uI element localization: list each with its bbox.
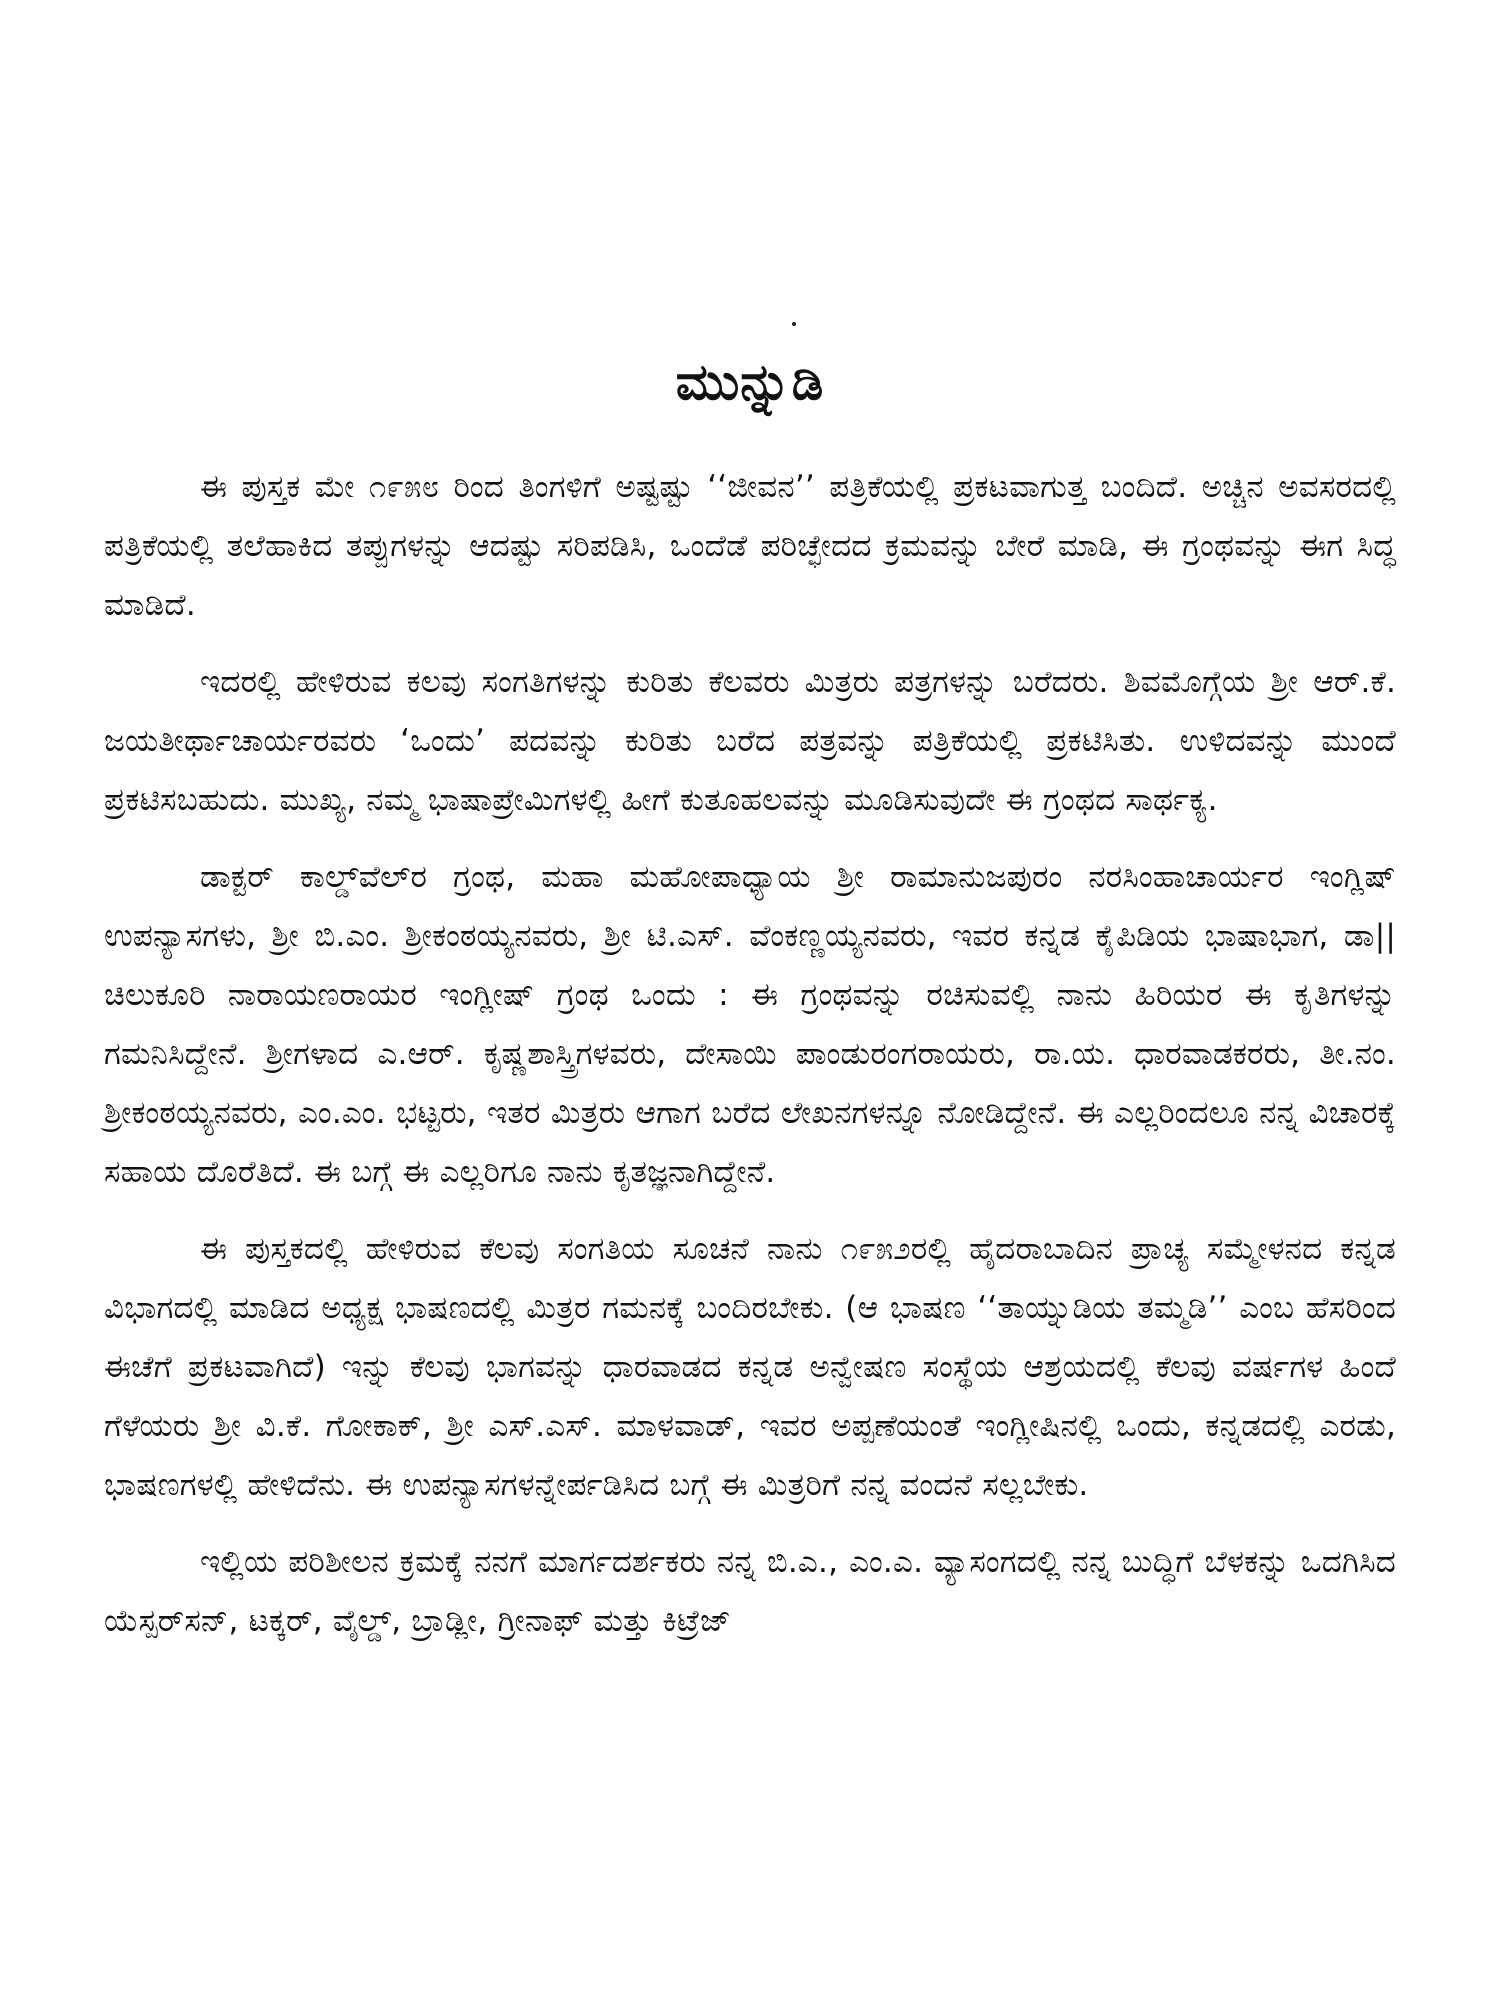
paragraph-3: ಡಾಕ್ಟರ್ ಕಾಲ್ಡ್‌ವೆಲ್‌ರ ಗ್ರಂಥ, ಮಹಾ ಮಹೋಪಾಧ್ಯಾಯ ಶ್ರೀ ರಾಮಾನುಜಪುರಂ ನರಸಿಂಹಾಚಾರ್ಯರ ಇಂಗ್ಲಿಷ್ ಉಪನ್ಯಾಸಗಳು, ಶ್ರೀ ಬಿ.ಎಂ. ಶ್ರೀಕಂಠಯ್ಯನವರು, ಶ್ರೀ ಟಿ.ಎಸ್. ವೆಂಕಣ್ಣಯ್ಯನವರು, ಇವರ ಕನ್ನಡ ಕೈಪಿಡಿಯ ಭಾಷಾಭಾಗ, ಡಾ|| ಚಿಲುಕೂರಿ ನಾರಾಯಣರಾಯರ ಇಂಗ್ಲೀಷ್ ಗ್ರಂಥ ಒಂದು : ಈ ಗ್ರಂಥವನ್ನು ರಚಿಸುವಲ್ಲಿ ನಾನು ಹಿರಿಯರ ಈ ಕೃತಿಗಳನ್ನು ಗಮನಿಸಿದ್ದೇನೆ. ಶ್ರೀಗಳಾದ ಎ.ಆರ್. ಕೃಷ್ಣಶಾಸ್ತ್ರಿಗಳವರು, ದೇಸಾಯಿ ಪಾಂಡುರಂಗರಾಯರು, ರಾ.ಯ. ಧಾರವಾಡಕರರು, ತೀ.ನಂ. ಶ್ರೀಕಂಠಯ್ಯನವರು, ಎಂ.ಎಂ. ಭಟ್ಟರು, ಇತರ ಮಿತ್ರರು ಆಗಾಗ ಬರೆದ ಲೇಖನಗಳನ್ನೂ ನೋಡಿದ್ದೇನೆ. ಈ ಎಲ್ಲರಿಂದಲೂ ನನ್ನ ವಿಚಾರಕ್ಕೆ ಸಹಾಯ ದೊರೆತಿದೆ. ಈ ಬಗ್ಗೆ ಈ ಎಲ್ಲರಿಗೂ ನಾನು ಕೃತಜ್ಞನಾಗಿದ್ದೇನೆ. <box>104 859 1396 1190</box>
paragraph-2: ಇದರಲ್ಲಿ ಹೇಳಿರುವ ಕಲವು ಸಂಗತಿಗಳನ್ನು ಕುರಿತು ಕೆಲವರು ಮಿತ್ರರು ಪತ್ರಗಳನ್ನು ಬರೆದರು. ಶಿವಮೊಗ್ಗೆಯ ಶ್ರೀ ಆರ್.ಕೆ. ಜಯತೀರ್ಥಾಚಾರ್ಯರವರು ‘ಒಂದು’ ಪದವನ್ನು ಕುರಿತು ಬರೆದ ಪತ್ರವನ್ನು ಪತ್ರಿಕೆಯಲ್ಲಿ ಪ್ರಕಟಿಸಿತು. ಉಳಿದವನ್ನು ಮುಂದೆ ಪ್ರಕಟಿಸಬಹುದು. ಮುಖ್ಯ, ನಮ್ಮ ಭಾಷಾಪ್ರೇಮಿಗಳಲ್ಲಿ ಹೀಗೆ ಕುತೂಹಲವನ್ನು ಮೂಡಿಸುವುದೇ ಈ ಗ್ರಂಥದ ಸಾರ್ಥಕ್ಯ. <box>104 664 1396 818</box>
page-title: ಮುನ್ನುಡಿ <box>675 353 825 411</box>
scan-speck <box>792 322 796 326</box>
body-text <box>104 458 1396 1669</box>
paragraph-4: ಈ ಪುಸ್ತಕದಲ್ಲಿ ಹೇಳಿರುವ ಕೆಲವು ಸಂಗತಿಯ ಸೂಚನೆ ನಾನು ೧೯೫೨ರಲ್ಲಿ ಹೈದರಾಬಾದಿನ ಪ್ರಾಚ್ಯ ಸಮ್ಮೇಳನದ ಕನ್ನಡ ವಿಭಾಗದಲ್ಲಿ ಮಾಡಿದ ಅಧ್ಯಕ್ಷ ಭಾಷಣದಲ್ಲಿ ಮಿತ್ರರ ಗಮನಕ್ಕೆ ಬಂದಿರಬೇಕು. (ಆ ಭಾಷಣ ‘‘ತಾಯ್ನುಡಿಯ ತಮ್ಮಡಿ’’ ಎಂಬ ಹೆಸರಿಂದ ಈಚೆಗೆ ಪ್ರಕಟವಾಗಿದೆ) ಇನ್ನು ಕೆಲವು ಭಾಗವನ್ನು ಧಾರವಾಡದ ಕನ್ನಡ ಅನ್ವೇಷಣ ಸಂಸ್ಥೆಯ ಆಶ್ರಯದಲ್ಲಿ ಕೆಲವು ವರ್ಷಗಳ ಹಿಂದೆ ಗೆಳೆಯರು ಶ್ರೀ ವಿ.ಕೆ. ಗೋಕಾಕ್, ಶ್ರೀ ಎಸ್.ಎಸ್. ಮಾಳವಾಡ್, ಇವರ ಅಪ್ಪಣೆಯಂತೆ ಇಂಗ್ಲೀಷಿನಲ್ಲಿ ಒಂದು, ಕನ್ನಡದಲ್ಲಿ ಎರಡು, ಭಾಷಣಗಳಲ್ಲಿ ಹೇಳಿದೆನು. ಈ ಉಪನ್ಯಾಸಗಳನ್ನೇರ್ಪಡಿಸಿದ ಬಗ್ಗೆ ಈ ಮಿತ್ರರಿಗೆ ನನ್ನ ವಂದನೆ ಸಲ್ಲಬೇಕು. <box>104 1231 1396 1503</box>
paragraph-5: ಇಲ್ಲಿಯ ಪರಿಶೀಲನ ಕ್ರಮಕ್ಕೆ ನನಗೆ ಮಾರ್ಗದರ್ಶಕರು ನನ್ನ ಬಿ.ಎ., ಎಂ.ಎ. ವ್ಯಾಸಂಗದಲ್ಲಿ ನನ್ನ ಬುದ್ಧಿಗೆ ಬೆಳಕನ್ನು ಒದಗಿಸಿದ ಯೆಸ್ಪರ್‌ಸನ್, ಟಕ್ಕರ್, ವೈಲ್ಡ್, ಬ್ರಾಡ್ಲೀ, ಗ್ರೀನಾಫ್ ಮತ್ತು ಕಿಟ್ರೆಜ್ <box>104 1544 1396 1639</box>
paragraph-1: ಈ ಪುಸ್ತಕ ಮೇ ೧೯೫೮ ರಿಂದ ತಿಂಗಳಿಗೆ ಅಷ್ಟಷ್ಟು ‘‘ಜೀವನ’’ ಪತ್ರಿಕೆಯಲ್ಲಿ ಪ್ರಕಟವಾಗುತ್ತ ಬಂದಿದೆ. ಅಚ್ಚಿನ ಅವಸರದಲ್ಲಿ ಪತ್ರಿಕೆಯಲ್ಲಿ ತಲೆಹಾಕಿದ ತಪ್ಪುಗಳನ್ನು ಆದಷ್ಟು ಸರಿಪಡಿಸಿ, ಒಂದೆಡೆ ಪರಿಚ್ಛೇದದ ಕ್ರಮವನ್ನು ಬೇರೆ ಮಾಡಿ, ಈ ಗ್ರಂಥವನ್ನು ಈಗ ಸಿದ್ಧ ಮಾಡಿದೆ. <box>104 469 1396 623</box>
